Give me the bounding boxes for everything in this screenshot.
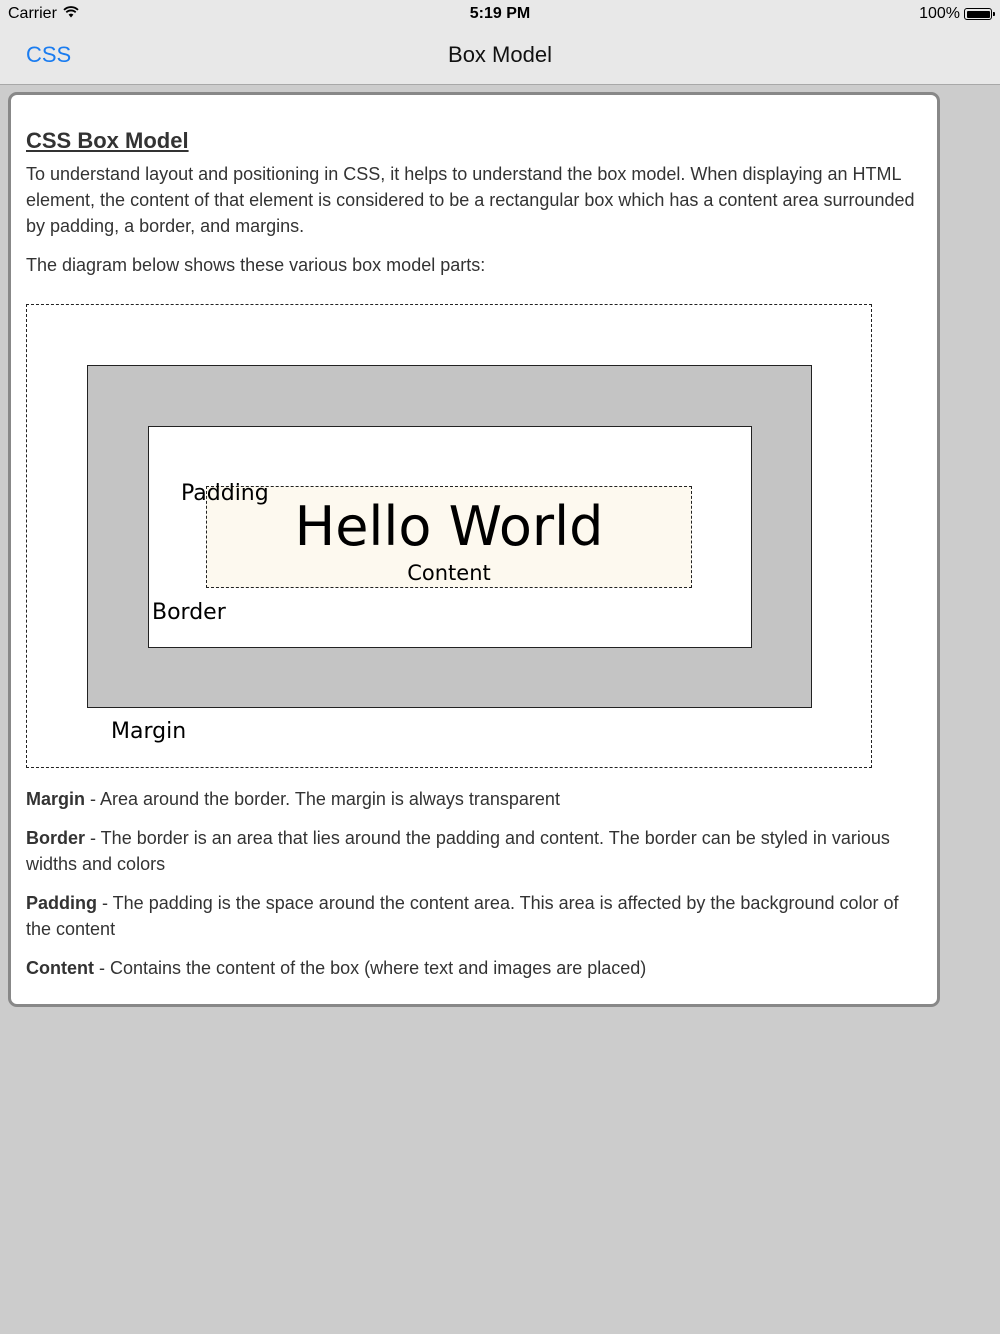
diagram-border-box xyxy=(87,365,812,708)
diagram-intro-paragraph: The diagram below shows these various box model parts: xyxy=(26,255,486,275)
status-bar xyxy=(0,0,1000,28)
definition-padding xyxy=(26,890,921,942)
page-title: Box Model xyxy=(448,42,552,67)
definition-text: - Contains the content of the box (where text and images are placed) xyxy=(93,958,647,978)
definition-text: - The border is an area that lies around the padding and content. The border can be styled in various widths and colors xyxy=(26,828,890,874)
content-label: Content xyxy=(407,561,491,585)
hello-world-text: Hello World xyxy=(294,495,604,558)
battery-icon xyxy=(964,8,992,20)
definition-border xyxy=(26,825,921,877)
battery-percent: 100% xyxy=(919,5,960,22)
definition-text: - The padding is the space around the content area. This area is affected by the background color of the content xyxy=(26,893,899,939)
definition-term: Margin xyxy=(26,789,86,809)
back-button[interactable]: CSS xyxy=(26,42,72,67)
definition-margin xyxy=(26,786,921,812)
diagram-content-box xyxy=(206,486,692,588)
diagram-padding-box xyxy=(148,426,752,648)
definition-text: - Area around the border. The margin is always transparent xyxy=(85,789,560,809)
status-time: 5:19 PM xyxy=(469,5,531,22)
box-model-diagram xyxy=(26,304,872,768)
definition-term: Border xyxy=(26,828,86,848)
navigation-bar xyxy=(0,28,1000,85)
battery-group xyxy=(919,5,992,23)
definition-content xyxy=(26,955,921,981)
definition-term: Content xyxy=(26,958,94,978)
section-title: CSS Box Model xyxy=(26,128,189,153)
carrier-label: Carrier xyxy=(8,5,57,22)
content-card xyxy=(8,92,940,1007)
border-label: Border xyxy=(152,600,226,625)
definition-term: Padding xyxy=(26,893,97,913)
margin-label: Margin xyxy=(111,719,187,744)
padding-label: Padding xyxy=(181,481,269,506)
intro-paragraph: To understand layout and positioning in CSS, it helps to understand the box model. When displaying an HTML element, the content of that element is considered to be a rectangular box which has a content area surrounded by padding, a border, and margins. xyxy=(26,164,915,236)
